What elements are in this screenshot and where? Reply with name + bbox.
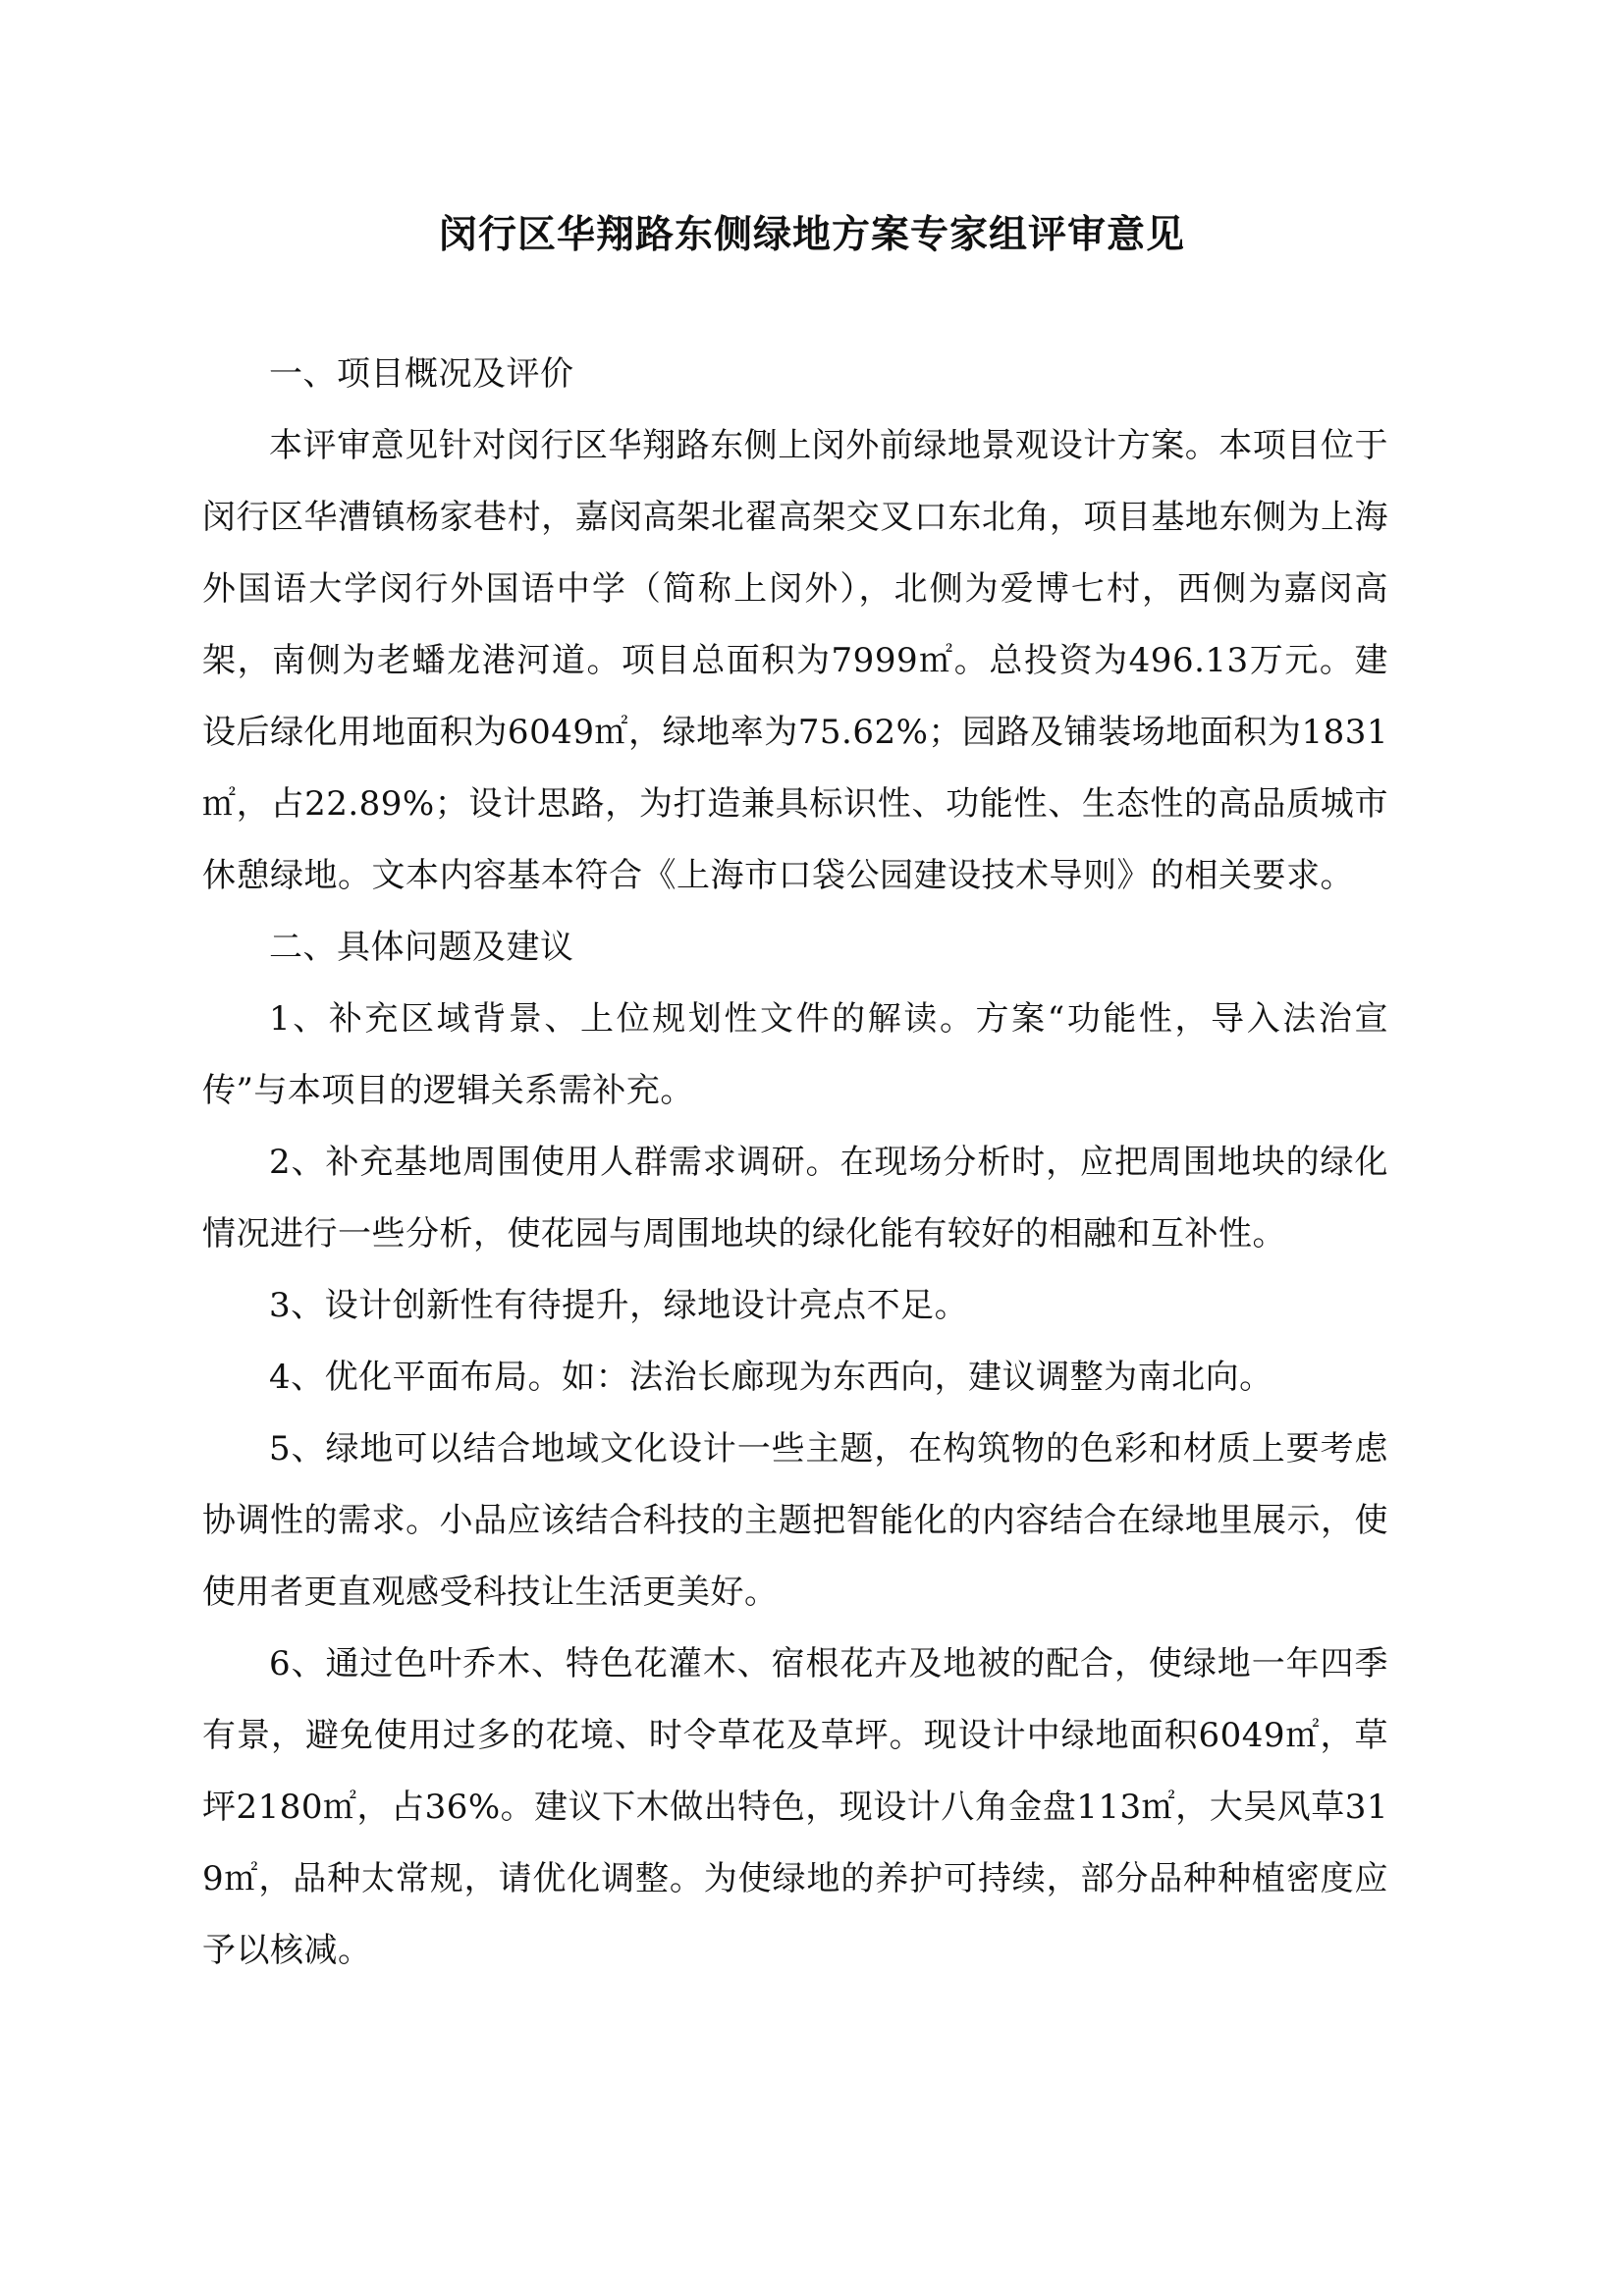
issue-item-6: 6、通过色叶乔木、特色花灌木、宿根花卉及地被的配合，使绿地一年四季有景，避免使用过多的花境、时令草花及草坪。现设计中绿地面积6049㎡，草坪2180㎡，占36%。建议下木做出特色，现设计八角金盘113㎡，大吴风草319㎡，品种太常规，请优化调整。为使绿地的养护可持续，部分品种种植密度应予以核减。	[202, 1644, 1388, 1970]
issue-item-2: 2、补充基地周围使用人群需求调研。在现场分析时，应把周围地块的绿化情况进行一些分析，使花园与周围地块的绿化能有较好的相融和互补性。	[202, 1143, 1388, 1254]
issue-item-3: 3、设计创新性有待提升，绿地设计亮点不足。	[269, 1286, 969, 1325]
document-body	[202, 339, 1388, 1987]
issue-item-4: 4、优化平面布局。如：法治长廊现为东西向，建议调整为南北向。	[269, 1358, 1273, 1397]
issue-item-1: 1、补充区域背景、上位规划性文件的解读。方案“功能性，导入法治宣传”与本项目的逻辑关系需补充。	[202, 999, 1388, 1110]
overview-paragraph: 本评审意见针对闵行区华翔路东侧上闵外前绿地景观设计方案。本项目位于闵行区华漕镇杨家巷村，嘉闵高架北翟高架交叉口东北角，项目基地东侧为上海外国语大学闵行外国语中学（简称上闵外），北侧为爱博七村，西侧为嘉闵高架，南侧为老蟠龙港河道。项目总面积为7999㎡。总投资为496.13万元。建设后绿化用地面积为6049㎡，绿地率为75.62%；园路及铺装场地面积为1831㎡，占22.89%；设计思路，为打造兼具标识性、功能性、生态性的高品质城市休憩绿地。文本内容基本符合《上海市口袋公园建设技术导则》的相关要求。	[202, 426, 1388, 895]
section-heading-overview: 一、项目概况及评价	[269, 354, 574, 394]
document-title: 闵行区华翔路东侧绿地方案专家组评审意见	[438, 213, 1185, 257]
section-heading-issues: 二、具体问题及建议	[269, 928, 574, 967]
issue-item-5: 5、绿地可以结合地域文化设计一些主题，在构筑物的色彩和材质上要考虑协调性的需求。小品应该结合科技的主题把智能化的内容结合在绿地里展示，使使用者更直观感受科技让生活更美好。	[202, 1429, 1388, 1612]
